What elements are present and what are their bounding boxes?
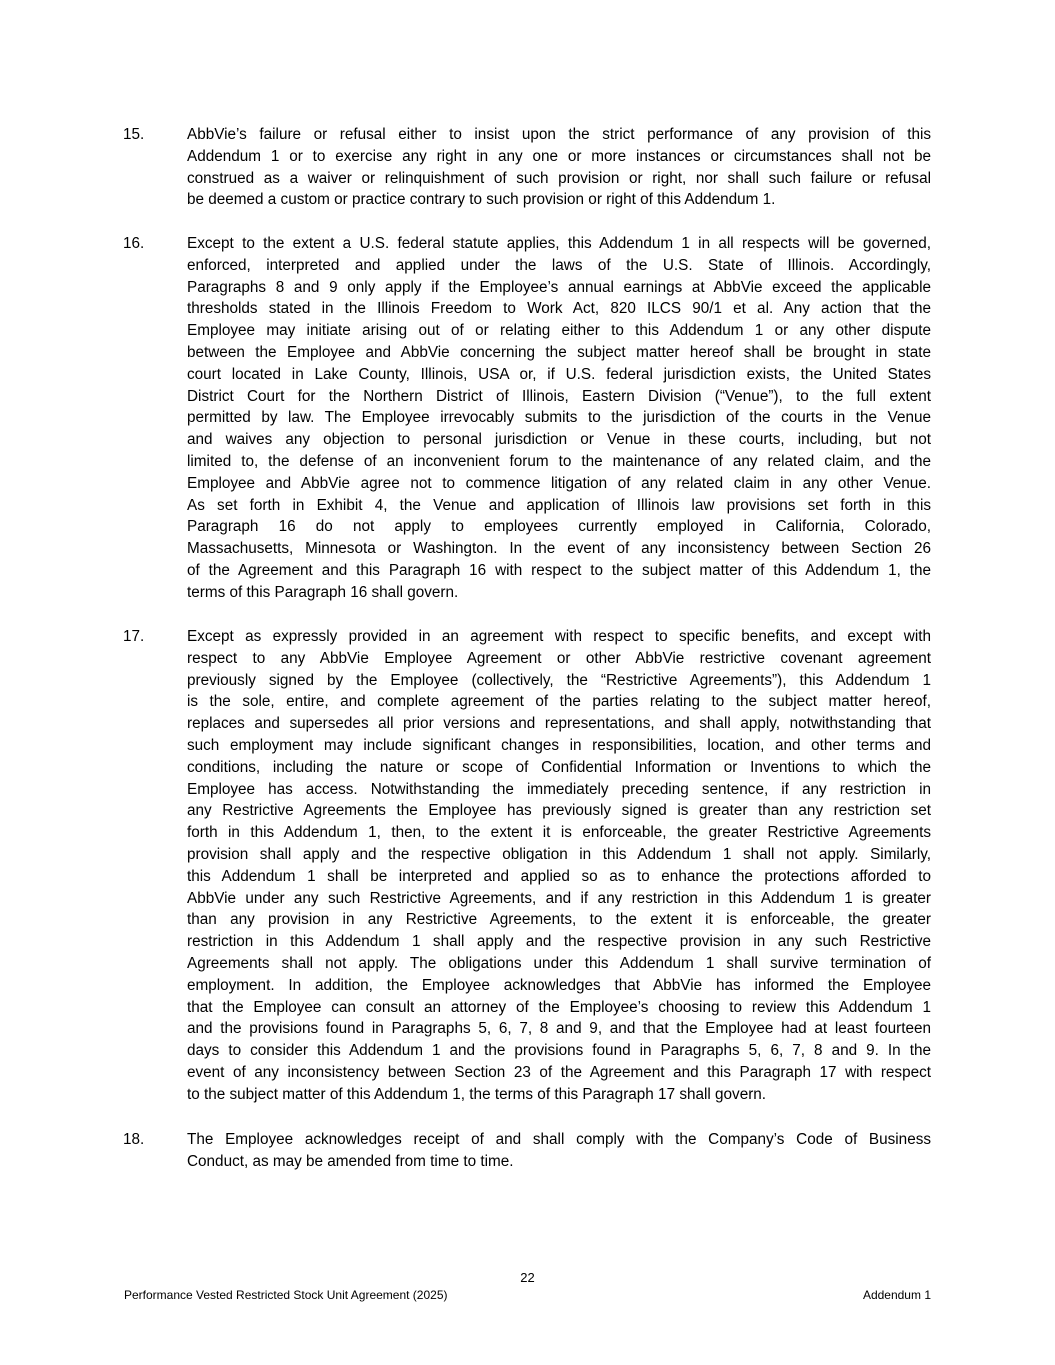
text-line: restriction in this Addendum 1 shall apply and the respective provision in any such Restrictive (187, 933, 931, 951)
text-line: thresholds stated in the Illinois Freedom to Work Act, 820 ILCS 90/1 et al. Any action that the (187, 300, 931, 318)
text-line: employment. In addition, the Employee acknowledges that AbbVie has informed the Employee (187, 976, 931, 994)
paragraph-text (187, 233, 931, 604)
text-line: enforced, interpreted and applied under the laws of the U.S. State of Illinois. Accordingly, (187, 256, 931, 274)
text-line: event of any inconsistency between Section 23 of the Agreement and this Paragraph 17 with respect (187, 1063, 931, 1081)
text-line: previously signed by the Employee (collectively, the “Restrictive Agreements”), this Addendum 1 (187, 671, 931, 689)
text-line: Employee may initiate arising out of or relating either to this Addendum 1 or any other dispute (187, 322, 931, 340)
text-line: any Restrictive Agreements the Employee has previously signed is greater than any restriction set (187, 802, 931, 820)
text-line: respect to any AbbVie Employee Agreement or other AbbVie restrictive covenant agreement (187, 649, 931, 667)
paragraph-text (187, 626, 931, 1106)
paragraph-number: 16. (123, 235, 145, 252)
text-line: Massachusetts, Minnesota or Washington. In the event of any inconsistency between Section 26 (187, 540, 931, 558)
text-line: District Court for the Northern District of Illinois, Eastern Division (“Venue”), to the full extent (187, 387, 931, 405)
text-line: than any provision in any Restrictive Agreements, to the extent it is enforceable, the greater (187, 911, 931, 929)
page-number: 22 (520, 1270, 535, 1285)
text-line: and the provisions found in Paragraphs 5, 6, 7, 8 and 9, and that the Employee had at least fourteen (187, 1020, 931, 1038)
text-line: AbbVie under any such Restrictive Agreements, and if any restriction in this Addendum 1 is greater (187, 889, 931, 907)
text-line: Addendum 1 or to exercise any right in any one or more instances or circumstances shall not be (187, 147, 931, 165)
paragraph-text (187, 1129, 931, 1173)
text-line: this Addendum 1 shall be interpreted and applied so as to enhance the protections afforded to (187, 867, 931, 885)
text-line: such employment may include significant changes in responsibilities, location, and other terms and (187, 736, 931, 754)
paragraph-number: 15. (123, 126, 145, 143)
text-line: Except to the extent a U.S. federal statute applies, this Addendum 1 in all respects will be governed, (187, 235, 931, 252)
text-line: is the sole, entire, and complete agreement of the parties relating to the subject matter hereof, (187, 693, 931, 711)
text-line: limited to, the defense of an inconvenient forum to the maintenance of any related claim, and the (187, 452, 931, 470)
text-line: As set forth in Exhibit 4, the Venue and application of Illinois law provisions set forth in this (187, 496, 931, 514)
text-line: replaces and supersedes all prior versions and representations, and shall apply, notwithstanding that (187, 715, 931, 733)
text-line: days to consider this Addendum 1 and the provisions found in Paragraphs 5, 6, 7, 8 and 9. In the (187, 1042, 931, 1060)
text-line: Paragraph 16 do not apply to employees currently employed in California, Colorado, (187, 518, 931, 536)
text-line: of the Agreement and this Paragraph 16 with respect to the subject matter of this Addendum 1, the (187, 561, 931, 579)
text-line: Employee and AbbVie agree not to commence litigation of any related claim in any other Venue. (187, 474, 931, 492)
text-line: provision shall apply and the respective obligation in this Addendum 1 shall not apply. Similarly, (187, 845, 931, 863)
text-line: between the Employee and AbbVie concerning the subject matter hereof shall be brought in state (187, 343, 931, 361)
text-line: The Employee acknowledges receipt of and shall comply with the Company’s Code of Business (187, 1131, 931, 1148)
text-line: AbbVie’s failure or refusal either to insist upon the strict performance of any provision of this (187, 126, 931, 143)
text-line: Employee has access. Notwithstanding the immediately preceding sentence, if any restriction in (187, 780, 931, 798)
text-line: permitted by law. The Employee irrevocably submits to the jurisdiction of the courts in the Venue (187, 409, 931, 427)
text-line: construed as a waiver or relinquishment of such provision or right, nor shall such failure or refusal (187, 169, 931, 187)
paragraph-number: 17. (123, 628, 145, 645)
text-line: Paragraphs 8 and 9 only apply if the Employee’s annual earnings at AbbVie exceed the applicable (187, 278, 931, 296)
text-line: forth in this Addendum 1, then, to the extent it is enforceable, the greater Restrictive Agreements (187, 824, 931, 842)
text-line: Except as expressly provided in an agreement with respect to specific benefits, and except with (187, 628, 931, 645)
text-line: terms of this Paragraph 16 shall govern. (187, 583, 459, 601)
paragraph-text (187, 124, 931, 211)
text-line: Conduct, as may be amended from time to time. (187, 1152, 514, 1170)
text-line: Agreements shall not apply. The obligations under this Addendum 1 shall survive termination of (187, 954, 931, 972)
footer-section: Addendum 1 (862, 1288, 931, 1302)
text-line: that the Employee can consult an attorney of the Employee’s choosing to review this Addendum 1 (187, 998, 931, 1016)
paragraph-number: 18. (123, 1131, 145, 1148)
text-line: to the subject matter of this Addendum 1, the terms of this Paragraph 17 shall govern. (187, 1085, 767, 1103)
footer-document-title: Performance Vested Restricted Stock Unit Agreement (2025) (124, 1288, 448, 1302)
text-line: conditions, including the nature or scope of Confidential Information or Inventions to which the (187, 758, 931, 776)
text-line: be deemed a custom or practice contrary to such provision or right of this Addendum 1. (187, 191, 776, 209)
text-line: court located in Lake County, Illinois, USA or, if U.S. federal jurisdiction exists, the United States (187, 365, 931, 383)
text-line: and waives any objection to personal jurisdiction or Venue in these courts, including, but not (187, 431, 931, 449)
